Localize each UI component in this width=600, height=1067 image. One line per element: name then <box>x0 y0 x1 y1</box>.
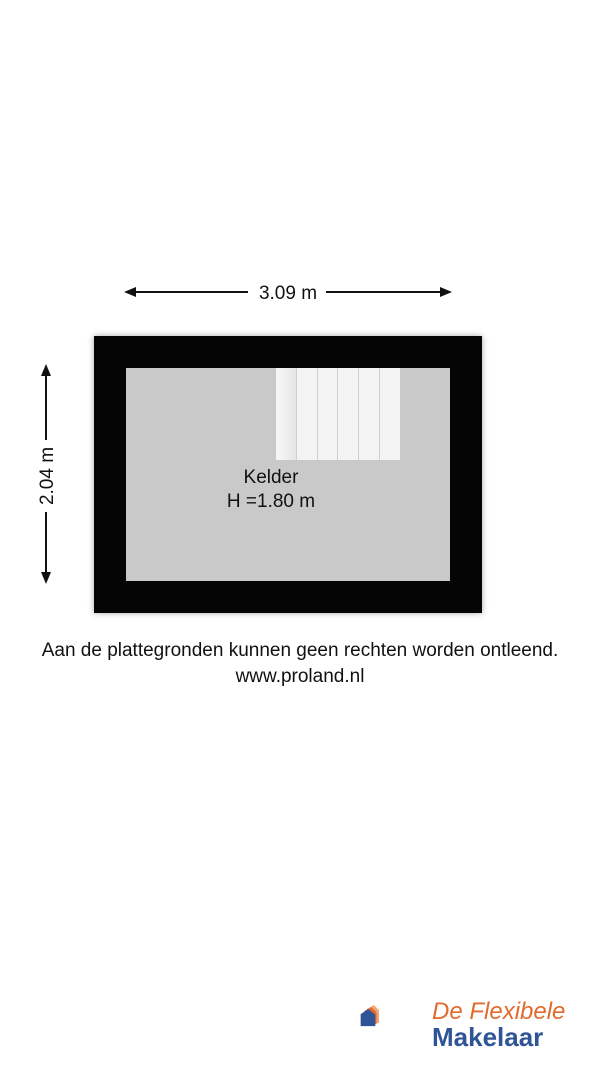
room-name: Kelder <box>243 467 299 488</box>
website-link[interactable]: www.proland.nl <box>235 666 365 687</box>
stair-step <box>379 368 400 460</box>
stair-step <box>296 368 317 460</box>
staircase <box>276 368 400 460</box>
logo-text-top: De Flexibele <box>432 998 566 1025</box>
disclaimer-text: Aan de plattegronden kunnen geen rechten worden ontleend. <box>41 640 559 661</box>
height-dimension <box>34 364 58 584</box>
arrow-down-icon <box>41 572 51 584</box>
logo-house-icon <box>360 980 430 1052</box>
stair-step <box>317 368 338 460</box>
room-kelder <box>126 368 450 581</box>
stair-step <box>276 368 296 460</box>
floor-plan-walls <box>94 336 482 613</box>
disclaimer <box>0 638 600 690</box>
room-height: H =1.80 m <box>226 491 316 512</box>
width-label: 3.09 m <box>258 283 318 304</box>
room-label <box>216 466 326 514</box>
arrow-right-icon <box>440 287 452 297</box>
logo-text-bottom: Makelaar <box>432 1022 544 1052</box>
arrow-up-icon <box>41 364 51 376</box>
height-label: 2.04 m <box>37 446 58 506</box>
stair-step <box>337 368 358 460</box>
arrow-left-icon <box>124 287 136 297</box>
width-dimension <box>124 280 452 304</box>
stair-step <box>358 368 379 460</box>
